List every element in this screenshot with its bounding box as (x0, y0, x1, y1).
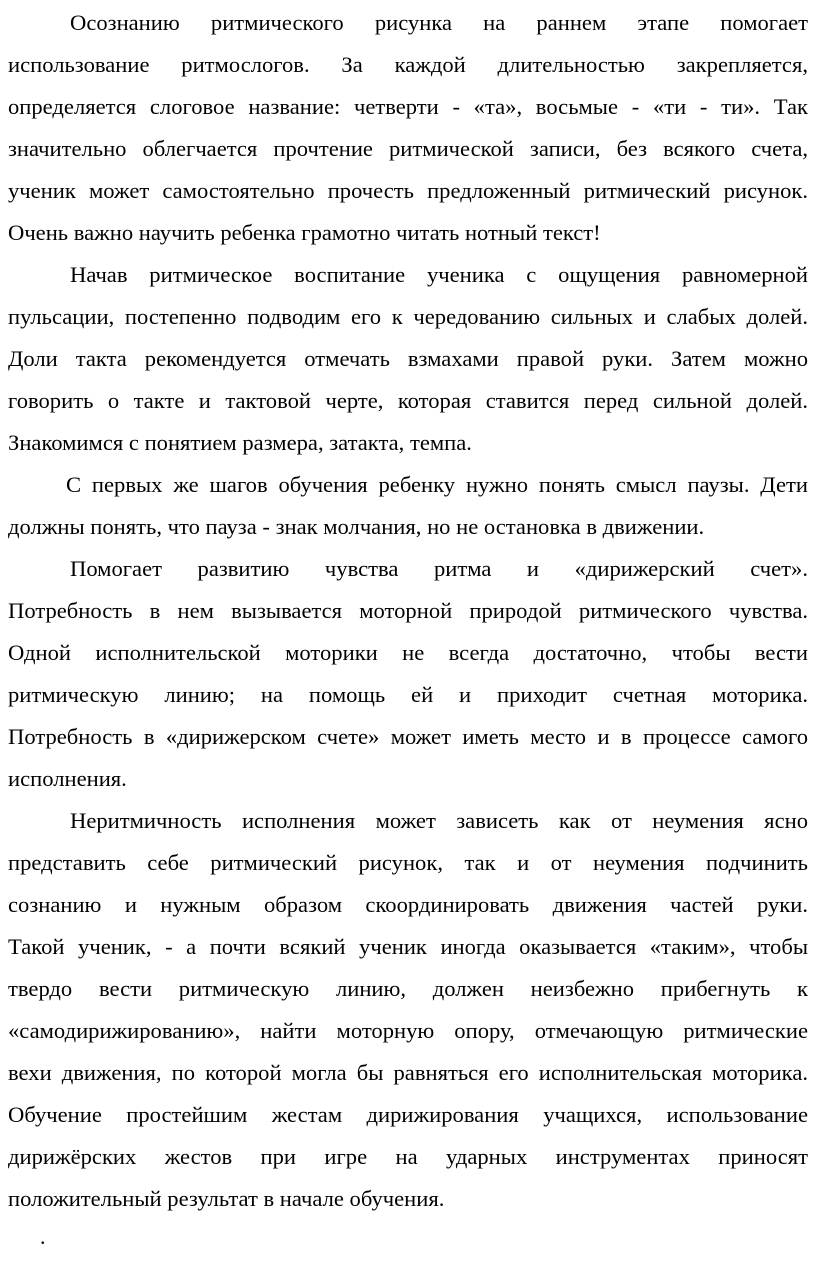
text-line: представить себе ритмический рисунок, так и от неумения подчинить (8, 850, 808, 875)
text-line: положительный результат в начале обучения. (8, 1186, 445, 1211)
text-line: использование ритмослогов. За каждой длительностью закрепляется, (8, 52, 808, 77)
text-line: значительно облегчается прочтение ритмической записи, без всякого счета, (8, 136, 808, 161)
text-line: Такой ученик, - а почти всякий ученик иногда оказывается «таким», чтобы (8, 934, 808, 959)
text-line: Очень важно научить ребенка грамотно читать нотный текст! (8, 220, 601, 245)
text-line: сознанию и нужным образом скоординировать движения частей руки. (8, 892, 808, 917)
paragraph (8, 254, 808, 464)
text-line: Начав ритмическое воспитание ученика с ощущения равномерной (70, 262, 808, 287)
document-body (8, 2, 808, 1220)
text-line: «самодирижированию», найти моторную опору, отмечающую ритмические (8, 1018, 808, 1043)
text-line: Осознанию ритмического рисунка на раннем этапе помогает (70, 10, 808, 35)
text-line: С первых же шагов обучения ребенку нужно понять смысл паузы. Дети (66, 472, 808, 497)
text-line: исполнения. (8, 766, 127, 791)
text-line: дирижёрских жестов при игре на ударных инструментах приносят (8, 1144, 808, 1169)
paragraph (8, 464, 808, 548)
paragraph (8, 548, 808, 800)
text-line: ученик может самостоятельно прочесть предложенный ритмический рисунок. (8, 178, 808, 203)
text-line: Знакомимся с понятием размера, затакта, темпа. (8, 430, 472, 455)
text-line: должны понять, что пауза - знак молчания, но не остановка в движении. (8, 514, 705, 539)
trailing-dot: . (40, 1224, 46, 1249)
text-line: вехи движения, по которой могла бы равняться его исполнительская моторика. (8, 1060, 808, 1085)
paragraph (8, 2, 808, 254)
text-line: Помогает развитию чувства ритма и «дирижерский счет». (70, 556, 808, 581)
text-line: говорить о такте и тактовой черте, которая ставится перед сильной долей. (8, 388, 808, 413)
text-line: пульсации, постепенно подводим его к чередованию сильных и слабых долей. (8, 304, 808, 329)
text-line: Потребность в «дирижерском счете» может иметь место и в процессе самого (8, 724, 808, 749)
text-line: Потребность в нем вызывается моторной природой ритмического чувства. (8, 598, 808, 623)
text-line: Обучение простейшим жестам дирижирования учащихся, использование (8, 1102, 808, 1127)
text-line: ритмическую линию; на помощь ей и приходит счетная моторика. (8, 682, 808, 707)
text-line: Доли такта рекомендуется отмечать взмахами правой руки. Затем можно (8, 346, 808, 371)
text-line: Одной исполнительской моторики не всегда достаточно, чтобы вести (8, 640, 808, 665)
text-line: определяется слоговое название: четверти - «та», восьмые - «ти - ти». Так (8, 94, 808, 119)
text-line: Неритмичность исполнения может зависеть как от неумения ясно (70, 808, 808, 833)
text-line: твердо вести ритмическую линию, должен неизбежно прибегнуть к (8, 976, 808, 1001)
paragraph (8, 800, 808, 1220)
